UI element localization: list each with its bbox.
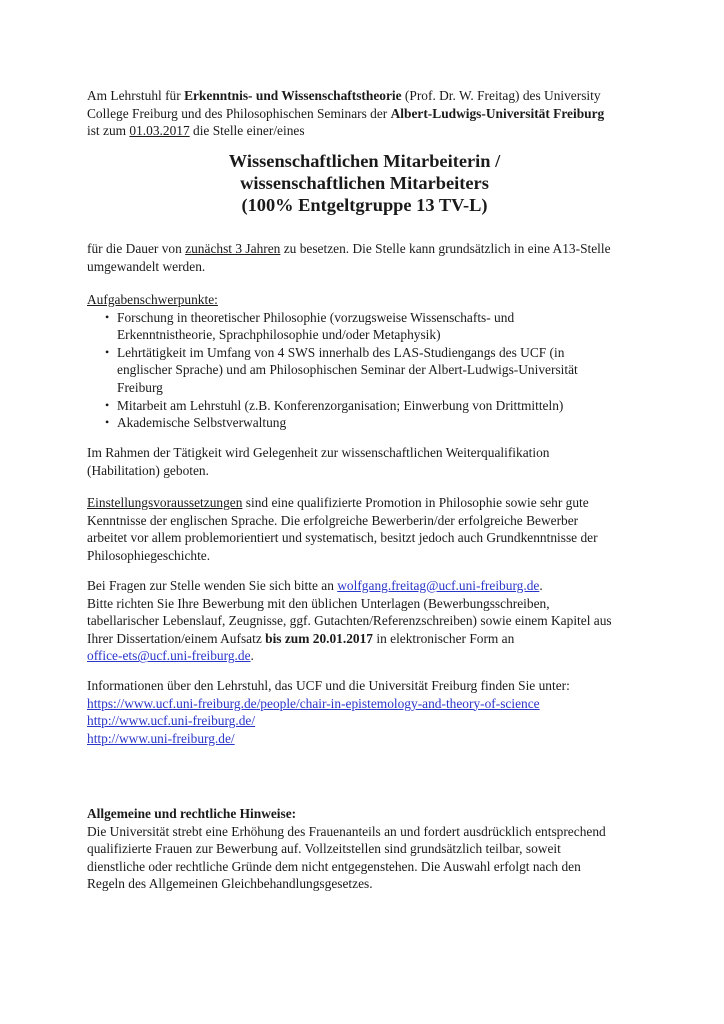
title-line-1: Wissenschaftlichen Mitarbeiterin / <box>228 151 501 171</box>
requirements-line-1 <box>87 494 642 512</box>
requirements-label: Einstellungsvoraussetzungen <box>87 495 243 510</box>
duration-line-1 <box>87 240 642 258</box>
bullet-icon: • <box>105 415 110 430</box>
intro-text: (Prof. Dr. W. Freitag) des University <box>401 88 601 103</box>
requirements-line-3: arbeitet vor allem problemorientiert und systematisch, besitzt jedoch auch Grundkenntnisse der <box>87 530 598 546</box>
contact-text: Ihrer Dissertation/einem Aufsatz <box>87 630 266 646</box>
bullet-icon: • <box>105 344 110 359</box>
start-date: 01.03.2017 <box>129 123 190 139</box>
task-text: Forschung in theoretischer Philosophie (vorzugsweise Wissenschafts- und <box>117 309 515 325</box>
info-link-line <box>87 695 642 713</box>
tasks-section <box>87 291 642 432</box>
list-item <box>87 309 642 344</box>
contact-text: Bei Fragen zur Stelle wenden Sie sich bitte an <box>87 578 338 593</box>
title-line-3: (100% Entgeltgruppe 13 TV-L) <box>241 195 488 215</box>
contact-text: in elektronischer Form an <box>373 630 515 646</box>
task-text: Freiburg <box>117 379 163 395</box>
intro-line-3 <box>87 122 642 140</box>
legal-line-4: Regeln des Allgemeinen Gleichbehandlungsgesetzes. <box>87 876 373 892</box>
legal-heading <box>87 805 642 823</box>
contact-line-1 <box>87 577 642 595</box>
contact-line-5 <box>87 647 642 665</box>
task-text: englischer Sprache) und am Philosophischen Seminar der Albert-Ludwigs-Universität <box>117 362 578 378</box>
duration-line-2: umgewandelt werden. <box>87 258 206 274</box>
list-item <box>87 397 642 415</box>
duration-paragraph <box>87 240 642 275</box>
contact-paragraph <box>87 577 642 665</box>
contact-email-link[interactable]: wolfgang.freitag@ucf.uni-freiburg.de <box>337 578 540 593</box>
contact-line-3: tabellarischer Lebenslauf, Zeugnisse, ggf. Gutachten/Referenzschreiben) sowie einem Kapitel aus <box>87 613 612 629</box>
intro-line-2 <box>87 105 642 123</box>
list-item <box>87 344 642 397</box>
habil-line-2: (Habilitation) geboten. <box>87 462 209 478</box>
habilitation-paragraph <box>87 444 642 479</box>
university-name: Albert-Ludwigs-Universität Freiburg <box>390 105 605 121</box>
list-item <box>87 414 642 432</box>
title-line-2: wissenschaftlichen Mitarbeiters <box>240 173 489 193</box>
duration-period: zunächst 3 Jahren <box>185 241 281 256</box>
tasks-list <box>87 309 642 432</box>
task-text: Lehrtätigkeit im Umfang von 4 SWS innerhalb des LAS-Studiengangs des UCF (in <box>117 344 565 360</box>
habil-line-1: Im Rahmen der Tätigkeit wird Gelegenheit zur wissenschaftlichen Weiterqualifikation <box>87 445 550 460</box>
bullet-icon: • <box>105 397 110 412</box>
position-title <box>87 150 642 216</box>
requirements-line-4: Philosophiegeschichte. <box>87 547 211 563</box>
info-paragraph <box>87 677 642 747</box>
contact-line-2: Bitte richten Sie Ihre Bewerbung mit den üblichen Unterlagen (Bewerbungsschreiben, <box>87 595 550 611</box>
info-line: Informationen über den Lehrstuhl, das UCF und die Universität Freiburg finden Sie unter: <box>87 678 570 693</box>
tasks-heading <box>87 291 642 309</box>
info-link-line <box>87 730 642 748</box>
requirements-text: sind eine qualifizierte Promotion in Philosophie sowie sehr gute <box>242 495 589 510</box>
task-text: Erkenntnistheorie, Sprachphilosophie und/oder Metaphysik) <box>117 327 441 343</box>
intro-text: die Stelle einer/eines <box>189 123 305 139</box>
intro-text: College Freiburg und des Philosophischen Seminars der <box>87 105 391 121</box>
requirements-line-2: Kenntnisse der englischen Sprache. Die erfolgreiche Bewerberin/der erfolgreiche Bewerber <box>87 512 579 528</box>
intro-line-1 <box>87 87 642 105</box>
intro-text: ist zum <box>87 123 130 139</box>
chair-name: Erkenntnis- und Wissenschaftstheorie <box>184 88 402 103</box>
legal-heading-text: Allgemeine und rechtliche Hinweise: <box>87 806 297 821</box>
contact-text: . <box>250 648 254 664</box>
bullet-icon: • <box>105 309 110 324</box>
duration-text: zu besetzen. Die Stelle kann grundsätzlich in eine A13-Stelle <box>280 241 611 256</box>
tasks-heading-text: Aufgabenschwerpunkte: <box>87 292 218 307</box>
chair-website-link[interactable]: https://www.ucf.uni-freiburg.de/people/chair-in-epistemology-and-theory-of-science <box>87 695 540 711</box>
task-text: Akademische Selbstverwaltung <box>117 415 287 431</box>
university-website-link[interactable]: http://www.uni-freiburg.de/ <box>87 730 235 746</box>
deadline: bis zum 20.01.2017 <box>265 630 374 646</box>
intro-paragraph <box>87 87 642 140</box>
requirements-paragraph <box>87 494 642 564</box>
legal-line-3: dienstliche oder rechtliche Gründe dem nicht entgegenstehen. Die Auswahl erfolgt nach den <box>87 858 581 874</box>
legal-line-2: qualifizierte Frauen zur Bewerbung auf. Vollzeitstellen sind grundsätzlich teilbar, soweit <box>87 841 561 857</box>
ucf-website-link[interactable]: http://www.ucf.uni-freiburg.de/ <box>87 713 256 729</box>
info-link-line <box>87 712 642 730</box>
contact-text: . <box>539 578 543 593</box>
contact-line-4 <box>87 630 642 648</box>
duration-text: für die Dauer von <box>87 241 186 256</box>
legal-section <box>87 805 642 893</box>
task-text: Mitarbeit am Lehrstuhl (z.B. Konferenzorganisation; Einwerbung von Drittmitteln) <box>117 397 564 413</box>
intro-text: Am Lehrstuhl für <box>87 88 185 103</box>
legal-line-1: Die Universität strebt eine Erhöhung des Frauenanteils an und fordert ausdrücklich entsprechend <box>87 823 606 839</box>
application-email-link[interactable]: office-ets@ucf.uni-freiburg.de <box>87 648 251 664</box>
